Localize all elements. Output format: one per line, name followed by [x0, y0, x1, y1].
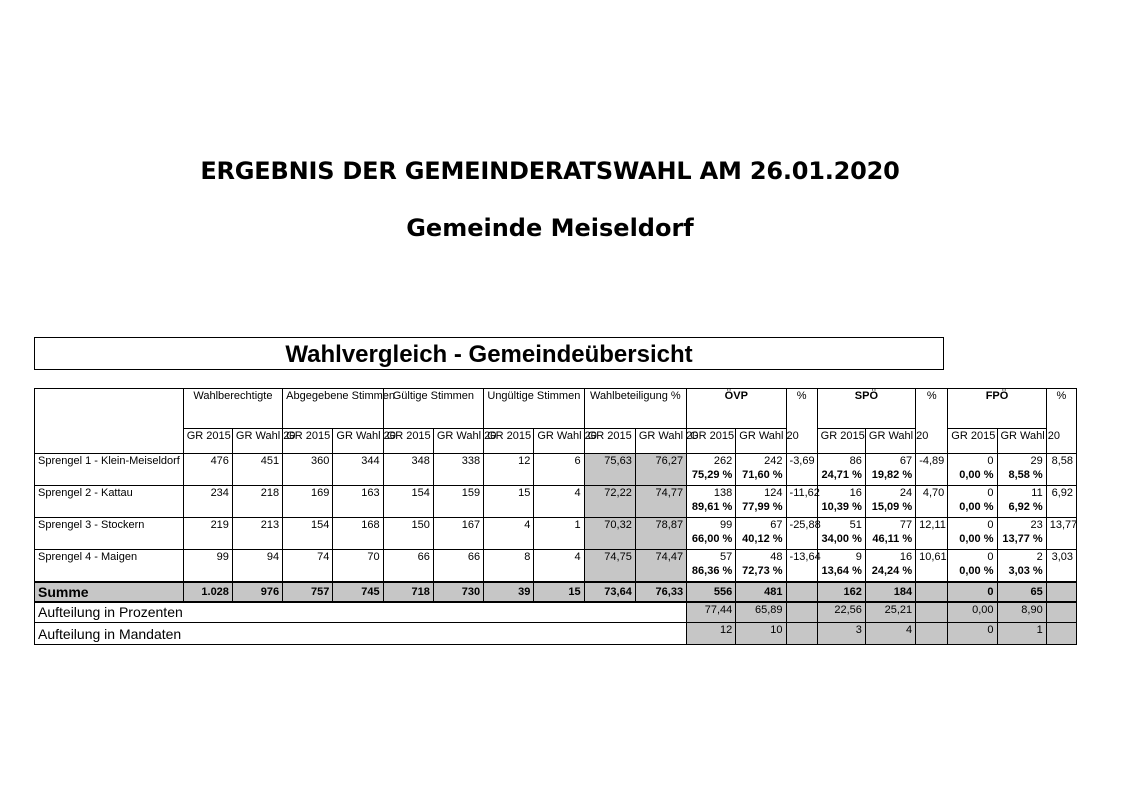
cell	[997, 518, 1046, 550]
header-row-groups	[35, 389, 1077, 429]
diff-cell: 6,92	[1046, 486, 1076, 518]
percent: 0,00 %	[959, 501, 994, 513]
percent-distribution-label: Aufteilung in Prozenten	[35, 602, 687, 623]
mandate-distribution-row	[35, 623, 1077, 645]
cell: 10	[736, 623, 786, 645]
sum-cell	[786, 582, 817, 602]
cell: 213	[232, 518, 282, 550]
votes: 16	[899, 551, 913, 563]
cell	[736, 486, 786, 518]
sub-header-gr2015: GR 2015	[687, 429, 736, 454]
cell: 70	[333, 550, 383, 582]
cell: 4	[534, 550, 584, 582]
cell: 74,75	[584, 550, 635, 582]
votes: 67	[770, 519, 783, 531]
sum-cell: 556	[687, 582, 736, 602]
cell	[1046, 623, 1076, 645]
votes: 0	[987, 455, 994, 467]
cell: 66	[383, 550, 433, 582]
percent: 0,00 %	[959, 533, 994, 545]
table-row	[35, 550, 1077, 582]
sum-cell: 162	[817, 582, 865, 602]
sum-cell: 718	[383, 582, 433, 602]
percent: 8,58 %	[1008, 469, 1043, 481]
cell: 218	[232, 486, 282, 518]
cell: 4	[534, 486, 584, 518]
results-table	[34, 388, 1077, 645]
percent: 34,00 %	[821, 533, 862, 545]
votes: 0	[987, 487, 994, 499]
percent: 24,24 %	[871, 565, 913, 577]
cell: 74	[283, 550, 333, 582]
cell	[948, 518, 997, 550]
sub-header-gr2015: GR 2015	[484, 429, 534, 454]
percent: 10,39 %	[821, 501, 862, 513]
percent: 71,60 %	[742, 469, 783, 481]
percent: 77,99 %	[742, 501, 783, 513]
votes: 138	[713, 487, 733, 499]
votes: 2	[1036, 551, 1043, 563]
sum-cell	[916, 582, 948, 602]
cell: 94	[232, 550, 282, 582]
votes: 48	[770, 551, 783, 563]
sub-header-gr2020: GR Wahl 20	[865, 429, 915, 454]
row-name: Sprengel 1 - Klein-Meiseldorf	[35, 454, 184, 486]
sub-header-gr2020: GR Wahl 20	[333, 429, 383, 454]
votes: 57	[720, 551, 733, 563]
cell: 25,21	[865, 602, 915, 623]
cell: 8	[484, 550, 534, 582]
header-wahlberechtigte: Wahlberechtigte	[183, 389, 282, 429]
cell: 4	[865, 623, 915, 645]
cell	[687, 518, 736, 550]
sub-header-gr2020: GR Wahl 20	[736, 429, 786, 454]
sub-header-gr2015: GR 2015	[584, 429, 635, 454]
percent: 46,11 %	[872, 533, 913, 545]
sub-header-gr2015: GR 2015	[383, 429, 433, 454]
diff-cell: 12,11	[916, 518, 948, 550]
sum-cell: 745	[333, 582, 383, 602]
cell: 344	[333, 454, 383, 486]
table-banner: Wahlvergleich - Gemeindeübersicht	[34, 337, 944, 370]
header-party-spoe: SPÖ	[817, 389, 915, 429]
votes: 77	[899, 519, 913, 531]
header-gueltige: Gültige Stimmen	[383, 389, 483, 429]
sum-cell: 76,33	[635, 582, 686, 602]
header-beteiligung: Wahlbeteiligung %	[584, 389, 686, 429]
diff-cell: 3,03	[1046, 550, 1076, 582]
cell	[997, 454, 1046, 486]
cell: 12	[484, 454, 534, 486]
diff-cell: 13,77	[1046, 518, 1076, 550]
cell: 6	[534, 454, 584, 486]
cell	[997, 486, 1046, 518]
percent: 6,92 %	[1008, 501, 1043, 513]
cell	[865, 486, 915, 518]
sum-cell: 65	[997, 582, 1046, 602]
percent: 13,64 %	[821, 565, 862, 577]
sum-cell: 184	[865, 582, 915, 602]
cell: 0	[948, 623, 997, 645]
percent: 66,00 %	[691, 533, 733, 545]
row-name: Sprengel 3 - Stockern	[35, 518, 184, 550]
percent: 19,82 %	[871, 469, 913, 481]
cell	[948, 550, 997, 582]
cell	[948, 454, 997, 486]
cell	[736, 454, 786, 486]
cell	[736, 550, 786, 582]
cell: 74,77	[635, 486, 686, 518]
header-abgegebene: Abgegebene Stimmen	[283, 389, 383, 429]
cell	[817, 486, 865, 518]
cell: 4	[484, 518, 534, 550]
diff-cell: -4,89	[916, 454, 948, 486]
diff-cell: 8,58	[1046, 454, 1076, 486]
votes: 0	[987, 519, 994, 531]
cell: 75,63	[584, 454, 635, 486]
cell	[997, 550, 1046, 582]
cell	[865, 518, 915, 550]
sum-cell: 0	[948, 582, 997, 602]
cell: 219	[183, 518, 232, 550]
sum-cell: 39	[484, 582, 534, 602]
percent: 75,29 %	[691, 469, 733, 481]
cell: 338	[433, 454, 483, 486]
sub-header-gr2020: GR Wahl 20	[635, 429, 686, 454]
table-row	[35, 518, 1077, 550]
sub-header-gr2020: GR Wahl 20	[433, 429, 483, 454]
percent: 0,00 %	[959, 565, 994, 577]
votes: 51	[849, 519, 862, 531]
votes: 24	[899, 487, 913, 499]
votes: 9	[855, 551, 862, 563]
cell: 168	[333, 518, 383, 550]
votes: 11	[1031, 487, 1043, 499]
cell: 159	[433, 486, 483, 518]
cell: 476	[183, 454, 232, 486]
cell: 451	[232, 454, 282, 486]
percent: 89,61 %	[691, 501, 733, 513]
diff-cell: -3,69	[786, 454, 817, 486]
cell: 70,32	[584, 518, 635, 550]
header-party-oevp: ÖVP	[687, 389, 786, 429]
cell	[786, 623, 817, 645]
cell	[948, 486, 997, 518]
cell	[916, 623, 948, 645]
votes: 124	[764, 487, 783, 499]
diff-cell: 4,70	[916, 486, 948, 518]
percent: 72,73 %	[742, 565, 783, 577]
cell: 77,44	[687, 602, 736, 623]
cell: 169	[283, 486, 333, 518]
cell	[817, 454, 865, 486]
sum-cell: 730	[433, 582, 483, 602]
votes: 23	[1030, 519, 1043, 531]
votes: 16	[849, 487, 862, 499]
cell: 163	[333, 486, 383, 518]
votes: 99	[720, 519, 733, 531]
cell: 154	[383, 486, 433, 518]
cell: 150	[383, 518, 433, 550]
sum-cell: 15	[534, 582, 584, 602]
percent: 3,03 %	[1008, 565, 1043, 577]
cell: 3	[817, 623, 865, 645]
sub-header-gr2015: GR 2015	[183, 429, 232, 454]
cell	[786, 602, 817, 623]
votes: 67	[899, 455, 913, 467]
cell	[916, 602, 948, 623]
row-name: Sprengel 2 - Kattau	[35, 486, 184, 518]
cell	[687, 454, 736, 486]
diff-cell: -11,62	[786, 486, 817, 518]
table-row	[35, 454, 1077, 486]
cell	[865, 454, 915, 486]
sub-header-gr2020: GR Wahl 20	[232, 429, 282, 454]
sum-label: Summe	[35, 582, 184, 602]
cell	[817, 518, 865, 550]
votes: 0	[987, 551, 994, 563]
cell	[865, 550, 915, 582]
diff-cell: 10,61	[916, 550, 948, 582]
votes: 86	[849, 455, 862, 467]
cell: 360	[283, 454, 333, 486]
mandate-distribution-label: Aufteilung in Mandaten	[35, 623, 687, 645]
cell	[687, 550, 736, 582]
percent: 86,36 %	[691, 565, 733, 577]
page-title: ERGEBNIS DER GEMEINDERATSWAHL AM 26.01.2020	[200, 157, 900, 185]
cell	[687, 486, 736, 518]
cell: 78,87	[635, 518, 686, 550]
sub-header-gr2015: GR 2015	[283, 429, 333, 454]
sum-row	[35, 582, 1077, 602]
votes: 29	[1030, 455, 1043, 467]
cell: 167	[433, 518, 483, 550]
percent: 24,71 %	[821, 469, 862, 481]
sum-cell: 481	[736, 582, 786, 602]
sum-cell: 757	[283, 582, 333, 602]
row-name: Sprengel 4 - Maigen	[35, 550, 184, 582]
cell: 234	[183, 486, 232, 518]
table-row	[35, 486, 1077, 518]
percent: 15,09 %	[871, 501, 913, 513]
cell: 22,56	[817, 602, 865, 623]
percent: 40,12 %	[742, 533, 783, 545]
cell: 348	[383, 454, 433, 486]
sum-cell: 976	[232, 582, 282, 602]
cell: 15	[484, 486, 534, 518]
cell	[1046, 602, 1076, 623]
percent: 0,00 %	[959, 469, 994, 481]
percent-distribution-row	[35, 602, 1077, 623]
cell: 65,89	[736, 602, 786, 623]
sub-header-gr2015: GR 2015	[948, 429, 997, 454]
header-pct-spoe: %	[916, 389, 948, 454]
cell: 1	[997, 623, 1046, 645]
cell: 74,47	[635, 550, 686, 582]
cell: 99	[183, 550, 232, 582]
diff-cell: -25,88	[786, 518, 817, 550]
header-corner	[35, 389, 184, 454]
percent: 13,77 %	[1002, 533, 1043, 545]
cell: 154	[283, 518, 333, 550]
cell: 12	[687, 623, 736, 645]
votes: 242	[764, 455, 783, 467]
sum-cell: 1.028	[183, 582, 232, 602]
sub-header-gr2020: GR Wahl 20	[997, 429, 1046, 454]
sub-header-gr2015: GR 2015	[817, 429, 865, 454]
page-subtitle: Gemeinde Meiseldorf	[406, 214, 694, 242]
sub-header-gr2020: GR Wahl 20	[534, 429, 584, 454]
header-party-fpoe: FPÖ	[948, 389, 1046, 429]
header-ungueltige: Ungültige Stimmen	[484, 389, 584, 429]
sum-cell	[1046, 582, 1076, 602]
cell: 66	[433, 550, 483, 582]
header-pct-oevp: %	[786, 389, 817, 454]
cell	[736, 518, 786, 550]
diff-cell: -13,64	[786, 550, 817, 582]
cell	[817, 550, 865, 582]
sum-cell: 73,64	[584, 582, 635, 602]
cell: 1	[534, 518, 584, 550]
votes: 262	[713, 455, 733, 467]
header-pct-fpoe: %	[1046, 389, 1076, 454]
cell: 8,90	[997, 602, 1046, 623]
cell: 0,00	[948, 602, 997, 623]
cell: 72,22	[584, 486, 635, 518]
cell: 76,27	[635, 454, 686, 486]
